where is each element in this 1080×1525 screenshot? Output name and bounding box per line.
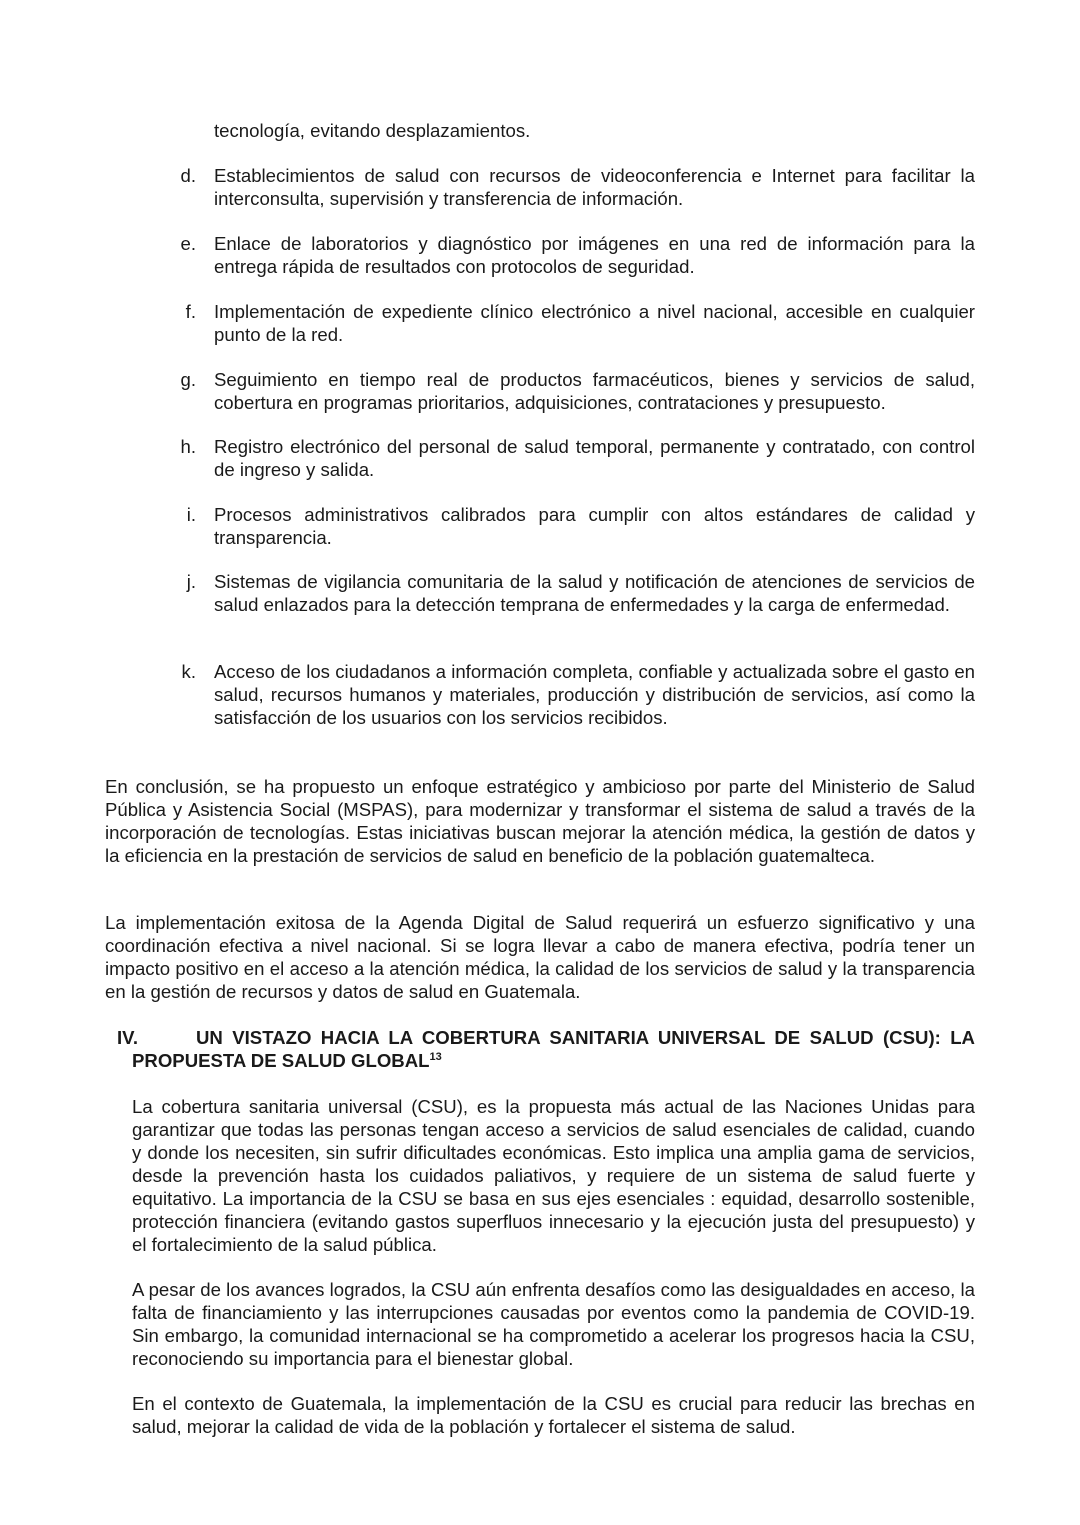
list-text: Implementación de expediente clínico electrónico a nivel nacional, accesible en cualquier punto de la red.: [214, 301, 975, 345]
section-number: IV.: [117, 1027, 139, 1048]
list-label: e.: [180, 233, 196, 254]
section-paragraph: En el contexto de Guatemala, la implementación de la CSU es crucial para reducir las brechas en salud, mejorar la calidad de vida de la población y fortalecer el sistema de salud.: [132, 1393, 975, 1437]
section-title: UN VISTAZO HACIA LA COBERTURA SANITARIA UNIVERSAL DE SALUD (CSU): LA PROPUESTA DE SALUD GLOBAL: [132, 1027, 975, 1071]
list-text: Enlace de laboratorios y diagnóstico por imágenes en una red de información para la entrega rápida de resultados con protocolos de seguridad.: [214, 233, 975, 277]
list-continuation: tecnología, evitando desplazamientos.: [214, 120, 531, 141]
list-text: Sistemas de vigilancia comunitaria de la salud y notificación de atenciones de servicios de salud enlazados para la detección temprana de enfermedades y la carga de enfermedad.: [214, 571, 975, 615]
section-paragraph: La cobertura sanitaria universal (CSU), es la propuesta más actual de las Naciones Unidas para garantizar que todas las personas tengan acceso a servicios de salud esenciales de calidad, cuando y donde los necesiten, sin sufrir dificultades económicas. Esto implica una amplia gama de servicios, desde la prevención hasta los cuidados paliativos, y requiere de un sistema de salud fuerte y equitativo. La importancia de la CSU se basa en sus ejes esenciales : equidad, desarrollo sostenible, protección financiera (evitando gastos superfluos innecesario y la ejecución justa del presupuesto) y el fortalecimiento de la salud pública.: [132, 1096, 975, 1255]
list-text: Acceso de los ciudadanos a información completa, confiable y actualizada sobre el gasto en salud, recursos humanos y materiales, producción y distribución de servicios, así como la satisfacción de los usuarios con los servicios recibidos.: [214, 661, 975, 728]
list-label: f.: [185, 301, 196, 322]
footnote-ref: 13: [429, 1050, 442, 1063]
list-text: Seguimiento en tiempo real de productos farmacéuticos, bienes y servicios de salud, cobertura en programas prioritarios, adquisiciones, contrataciones y presupuesto.: [214, 369, 975, 413]
list-label: i.: [186, 504, 196, 525]
conclusion-paragraph: En conclusión, se ha propuesto un enfoque estratégico y ambicioso por parte del Ministerio de Salud Pública y Asistencia Social (MSPAS), para modernizar y transformar el sistema de salud a través de la incorporación de tecnologías. Estas iniciativas buscan mejorar la atención médica, la gestión de datos y la eficiencia en la prestación de servicios de salud en beneficio de la población guatemalteca.: [105, 776, 975, 866]
list-text: Registro electrónico del personal de salud temporal, permanente y contratado, con control de ingreso y salida.: [214, 436, 975, 480]
list-label: j.: [186, 571, 196, 592]
implementation-paragraph: La implementación exitosa de la Agenda Digital de Salud requerirá un esfuerzo significativo y una coordinación efectiva a nivel nacional. Si se logra llevar a cabo de manera efectiva, podría tener un impacto positivo en el acceso a la atención médica, la calidad de los servicios de salud y la transparencia en la gestión de recursos y datos de salud en Guatemala.: [105, 912, 975, 1002]
list-label: h.: [180, 436, 196, 457]
list-label: k.: [181, 661, 196, 682]
list-text: Establecimientos de salud con recursos de videoconferencia e Internet para facilitar la interconsulta, supervisión y transferencia de información.: [214, 165, 975, 209]
section-heading: [117, 1026, 975, 1072]
list-label: d.: [180, 165, 196, 186]
list-label: g.: [180, 369, 196, 390]
list-text: Procesos administrativos calibrados para cumplir con altos estándares de calidad y transparencia.: [214, 504, 975, 548]
section-paragraph: A pesar de los avances logrados, la CSU aún enfrenta desafíos como las desigualdades en acceso, la falta de financiamiento y las interrupciones causadas por eventos como la pandemia de COVID-19. Sin embargo, la comunidad internacional se ha comprometido a acelerar los progresos hacia la CSU, reconociendo su importancia para el bienestar global.: [132, 1279, 975, 1369]
